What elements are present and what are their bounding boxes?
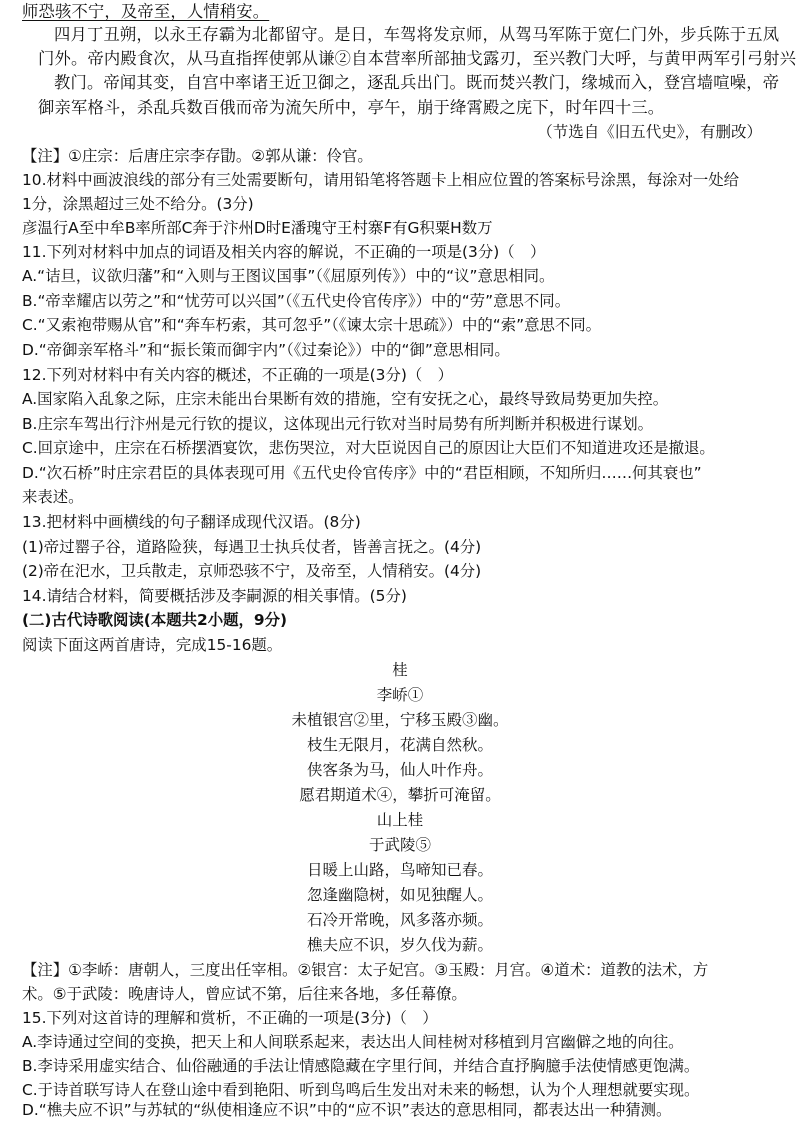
poem-1-line-3: 侠客条为马，仙人叶作舟。 — [306, 761, 493, 779]
passage-line-3: 教门。帝闻其变，自宫中率诸王近卫御之，逐乱兵出门。既而焚兴教门，缘城而入，登宫墙喧噪，帝 — [54, 73, 780, 92]
q11-stem: 11.下列对材料中加点的词语及相关内容的解说，不正确的一项是(3分)（ ） — [22, 243, 546, 261]
note-2-line-2: 术。⑤于武陵：晚唐诗人，曾应试不第，后往来各地，多任幕僚。 — [22, 985, 467, 1003]
q14-stem: 14.请结合材料，简要概括涉及李嗣源的相关事情。(5分) — [22, 587, 407, 605]
note-1: 【注】①庄宗：后唐庄宗李存勖。②郭从谦：伶官。 — [22, 147, 373, 165]
q12-option-a: A.国家陷入乱象之际，庄宗未能出台果断有效的措施，空有安抚之心，最终导致局势更加失控。 — [22, 390, 669, 408]
poem-1-line-1: 未植银宫②里，宁移玉殿③幽。 — [291, 711, 509, 729]
passage-line-2: 门外。帝内殿食次，从马直指挥使郭从谦②自本营率所部抽戈露刃，至兴教门大呼，与黄甲两军引弓射兴 — [38, 49, 797, 68]
q10-line-2: 1分，涂黑超过三处不给分。(3分) — [22, 195, 254, 213]
q12-option-c: C.回京途中，庄宗在石桥摆酒宴饮，悲伤哭泣，对大臣说因自己的原因让大臣们不知道进攻还是撤退。 — [22, 439, 715, 457]
q12-option-b: B.庄宗车驾出行汴州是元行钦的提议，这体现出元行钦对当时局势有所判断并积极进行谋划。 — [22, 415, 654, 433]
passage-line-4: 御亲军格斗，杀乱兵数百俄而帝为流矢所中，亭午，崩于绛霄殿之庑下，时年四十三。 — [38, 98, 665, 117]
poem-intro: 阅读下面这两首唐诗，完成15-16题。 — [22, 636, 283, 654]
section-heading: (二)古代诗歌阅读(本题共2小题，9分) — [22, 611, 288, 629]
passage-source: （节选自《旧五代史》，有删改） — [537, 123, 762, 141]
q13-sentence-2: (2)帝在汜水，卫兵散走，京师恐骇不宁，及帝至，人情稍安。(4分) — [22, 562, 482, 580]
q12-option-d-line-1: D.“次石桥”时庄宗君臣的具体表现可用《五代史伶官传序》中的“君臣相顾，不知所归……何其衰也” — [22, 464, 702, 482]
q15-option-d: D.“樵夫应不识”与苏轼的“纵使相逢应不识”中的“应不识”表达的意思相同，都表达出一种猜测。 — [22, 1101, 672, 1119]
q12-option-d-line-2: 来表述。 — [22, 488, 84, 506]
poem-1-line-2: 枝生无限月，花满自然秋。 — [306, 736, 493, 754]
q15-option-b: B.李诗采用虚实结合、仙俗融通的手法让情感隐藏在字里行间，并结合直抒胸臆手法使情感更饱满。 — [22, 1057, 700, 1075]
q11-option-a: A.“诘旦，议欲归藩”和“入则与王图议国事”（《屈原列传》）中的“议”意思相同。 — [22, 267, 555, 285]
poem-2-author: 于武陵⑤ — [368, 836, 431, 854]
q13-stem: 13.把材料中画横线的句子翻译成现代汉语。(8分) — [22, 513, 361, 531]
q10-options: 彦温行A至中牟B率所部C奔于汴州D时E潘瑰守王村寨F有G积粟H数万 — [22, 219, 493, 237]
q12-stem: 12.下列对材料中有关内容的概述，不正确的一项是(3分)（ ） — [22, 366, 454, 384]
poem-2-line-4: 樵夫应不识，岁久伐为薪。 — [306, 936, 493, 954]
poem-2-title: 山上桂 — [376, 811, 424, 829]
poem-1-line-4: 愿君期道术④，攀折可淹留。 — [299, 786, 501, 804]
q13-sentence-1: (1)帝过罂子谷，道路险狭，每遇卫士执兵仗者，皆善言抚之。(4分) — [22, 538, 482, 556]
q15-option-c: C.于诗首联写诗人在登山途中看到艳阳、听到鸟鸣后生发出对未来的畅想，认为个人理想就要实现。 — [22, 1081, 700, 1099]
poem-1-title: 桂 — [392, 661, 408, 679]
poem-2-line-2: 忽逢幽隐树，如见独醒人。 — [306, 886, 493, 904]
q11-option-b: B.“帝幸耀店以劳之”和“忧劳可以兴国”（《五代史伶官传序》）中的“劳”意思不同。 — [22, 292, 571, 310]
note-2-line-1: 【注】①李峤：唐朝人，三度出任宰相。②银宫：太子妃宫。③玉殿：月宫。④道术：道教的法术，方 — [22, 961, 709, 979]
q15-option-a: A.李诗通过空间的变换，把天上和人间联系起来，表达出人间桂树对移植到月宫幽僻之地的向往。 — [22, 1033, 684, 1051]
passage-line-1: 四月丁丑朔，以永王存霸为北都留守。是日，车驾将发京师，从驾马军陈于宽仁门外，步兵陈于五凤 — [54, 25, 780, 44]
q10-line-1: 10.材料中画波浪线的部分有三处需要断句，请用铅笔将答题卡上相应位置的答案标号涂黑，每涂对一处给 — [22, 171, 740, 189]
q11-option-c: C.“又索袍带赐从官”和“奔车朽索，其可忽乎”（《谏太宗十思疏》）中的“索”意思不同。 — [22, 316, 602, 334]
q15-stem: 15.下列对这首诗的理解和赏析，不正确的一项是(3分)（ ） — [22, 1009, 438, 1027]
poem-1-author: 李峤① — [376, 686, 424, 704]
passage-line-0: 师恐骇不宁，及帝至，人情稍安。 — [22, 2, 270, 21]
q11-option-d: D.“帝御亲军格斗”和“振长策而御宇内”（《过秦论》）中的“御”意思相同。 — [22, 341, 510, 359]
poem-2-line-3: 石冷开常晚，风多落亦频。 — [306, 911, 493, 929]
poem-2-line-1: 日暖上山路，鸟啼知已春。 — [306, 861, 493, 879]
